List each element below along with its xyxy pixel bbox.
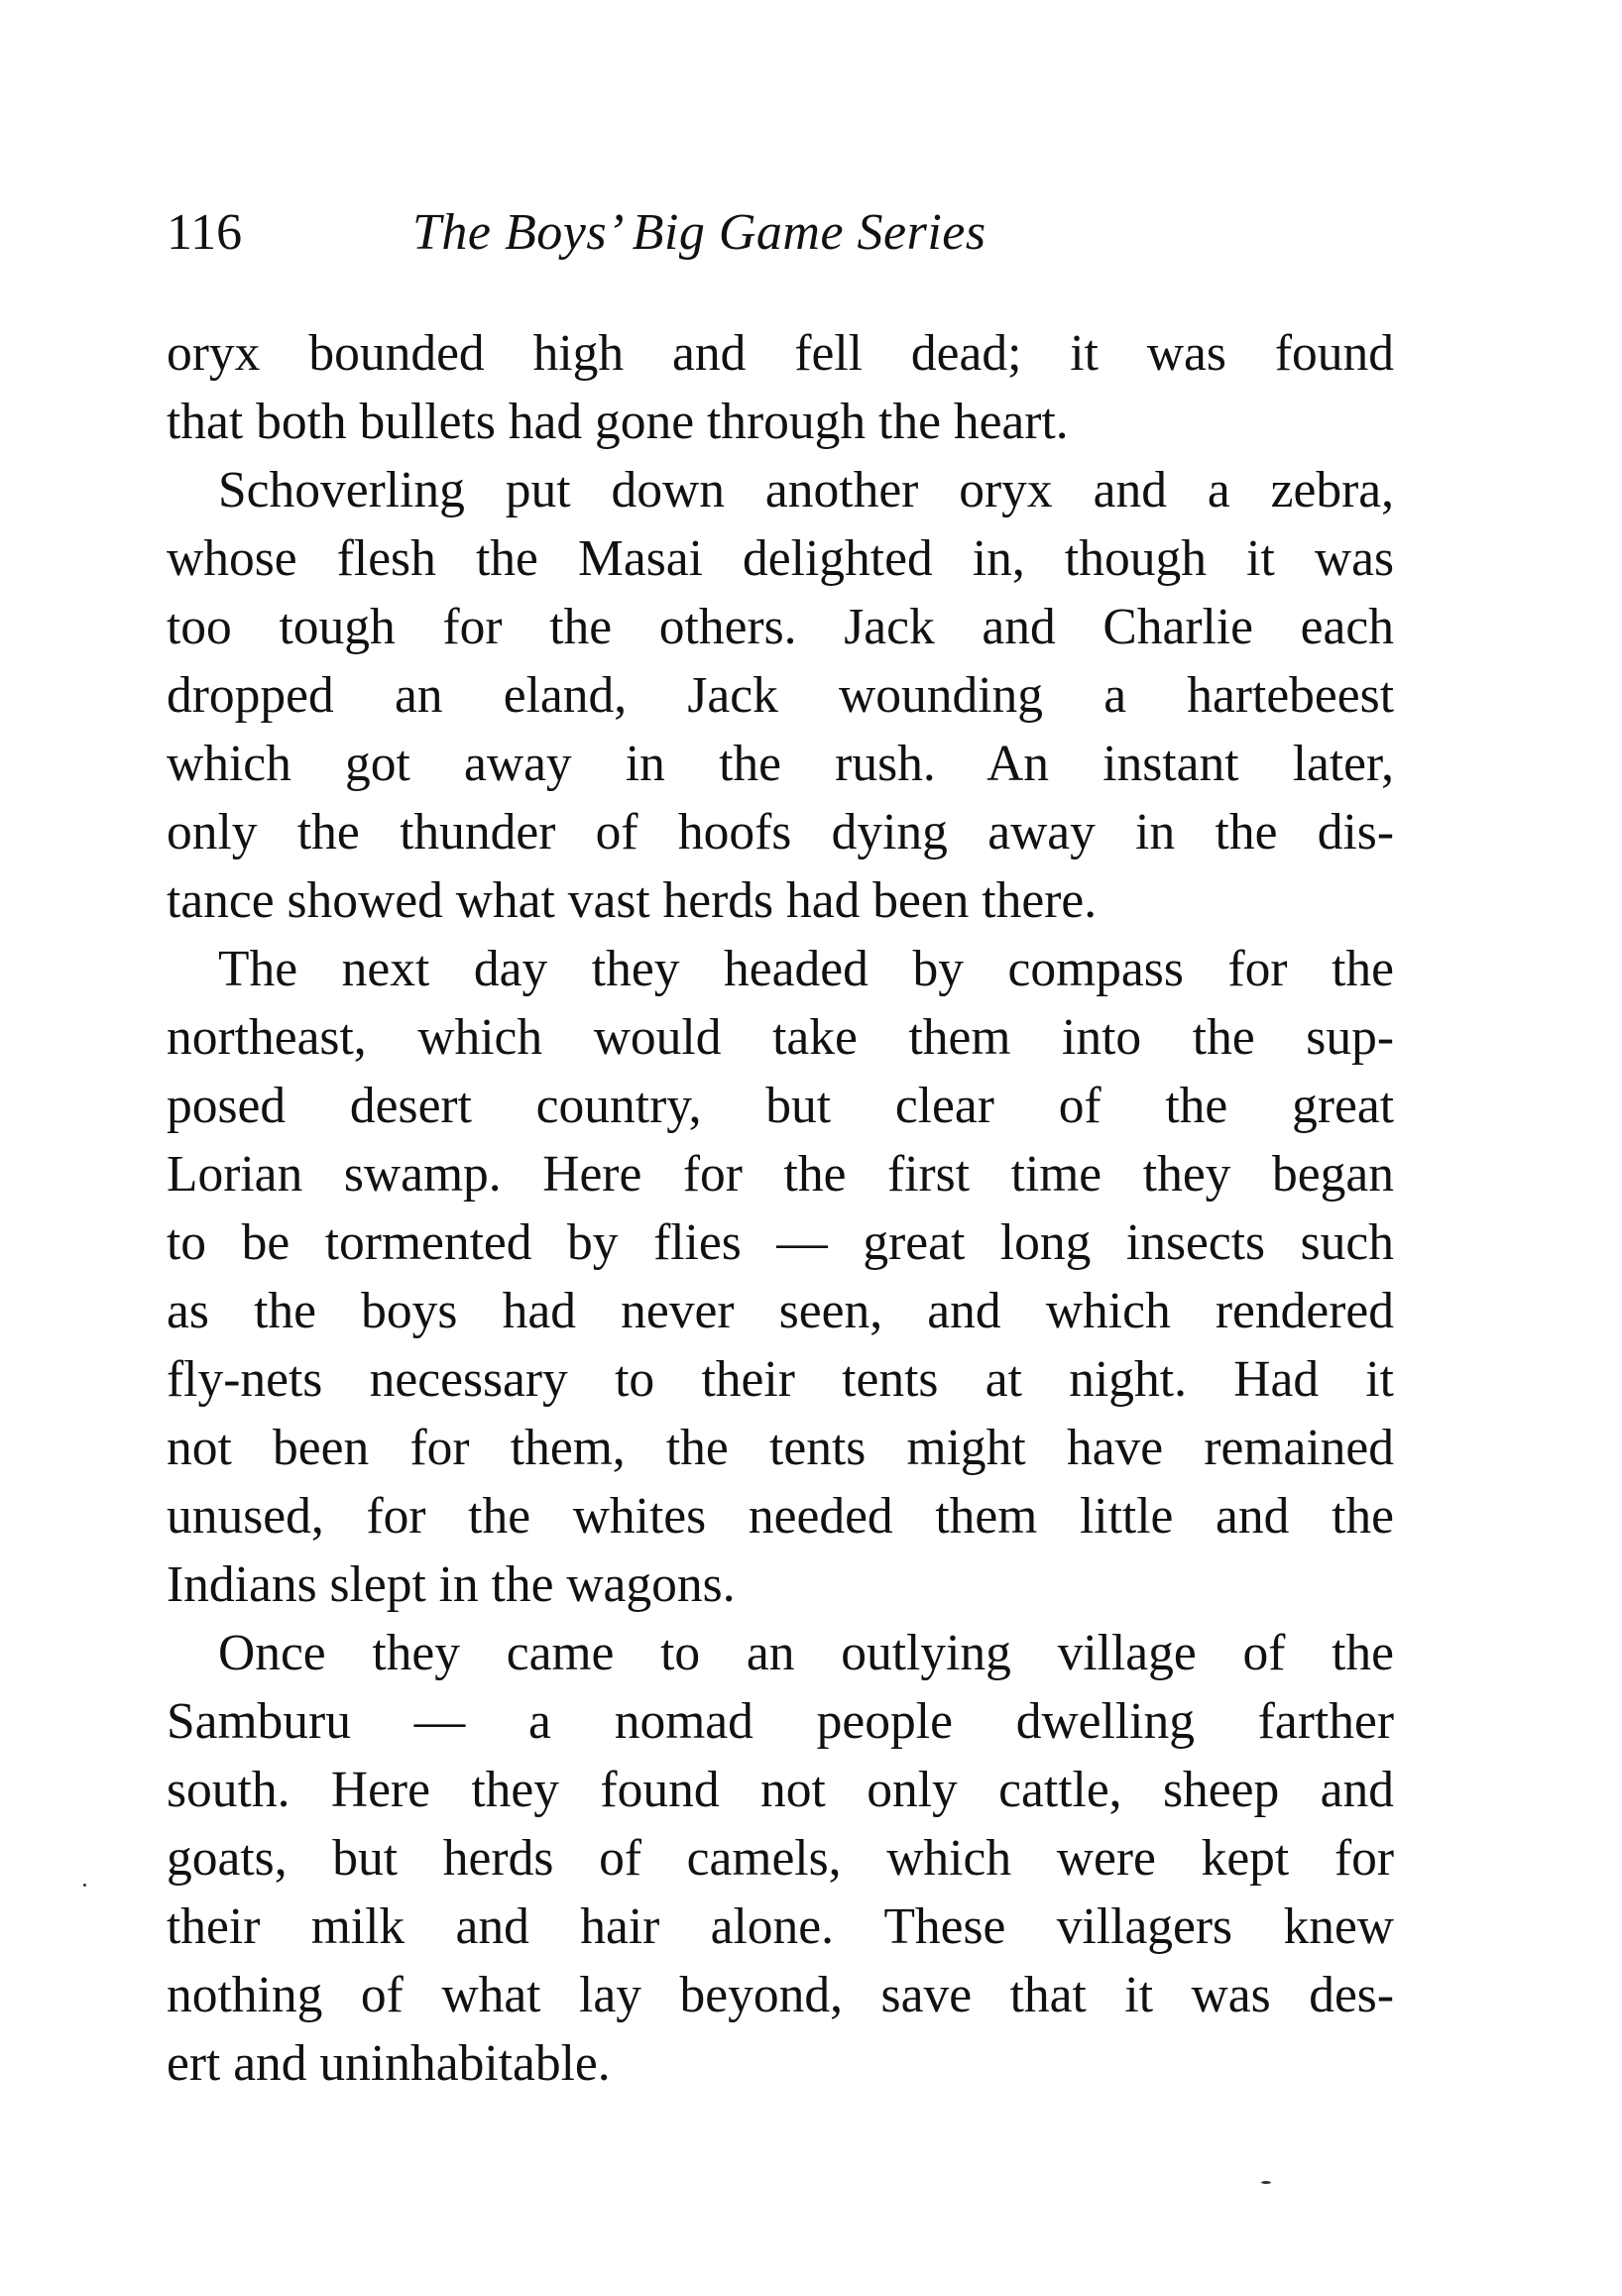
text-line: whose flesh the Masai delighted in, though it was [167, 530, 1394, 587]
text-line: Schoverling put down another oryx and a zebra, [218, 462, 1394, 518]
text-line: Lorian swamp. Here for the first time they began [167, 1146, 1394, 1203]
text-line: as the boys had never seen, and which rendered [167, 1283, 1394, 1339]
text-line: Indians slept in the wagons. [167, 1556, 736, 1613]
text-line: Samburu — a nomad people dwelling farther [167, 1693, 1394, 1750]
body-text [167, 319, 1394, 2098]
text-line: The next day they headed by compass for the [218, 941, 1394, 997]
text-line: too tough for the others. Jack and Charlie each [167, 599, 1394, 655]
text-line: ert and uninhabitable. [167, 2035, 611, 2092]
scan-speck [1261, 2181, 1271, 2184]
page-number: 116 [167, 204, 243, 261]
text-line: posed desert country, but clear of the great [167, 1078, 1394, 1134]
text-line: south. Here they found not only cattle, sheep and [167, 1762, 1394, 1818]
scan-speck [83, 1884, 86, 1887]
text-line: their milk and hair alone. These villagers knew [167, 1898, 1394, 1955]
text-line: goats, but herds of camels, which were kept for [167, 1830, 1394, 1887]
text-line: tance showed what vast herds had been there. [167, 872, 1098, 929]
text-line: northeast, which would take them into the sup- [167, 1009, 1394, 1066]
running-title: The Boys’ Big Game Series [412, 204, 986, 261]
text-line: that both bullets had gone through the heart. [167, 394, 1069, 450]
text-line: unused, for the whites needed them little and the [167, 1488, 1394, 1545]
text-line: Once they came to an outlying village of the [218, 1625, 1394, 1681]
text-line: not been for them, the tents might have remained [167, 1420, 1394, 1476]
text-line: dropped an eland, Jack wounding a hartebeest [167, 667, 1394, 724]
text-line: to be tormented by flies — great long insects such [167, 1214, 1394, 1271]
text-line: nothing of what lay beyond, save that it was des- [167, 1967, 1394, 2023]
text-line: only the thunder of hoofs dying away in the dis- [167, 804, 1394, 861]
text-line: which got away in the rush. An instant later, [167, 736, 1394, 792]
running-head [167, 198, 1396, 268]
text-line: fly-nets necessary to their tents at night. Had it [167, 1351, 1394, 1408]
text-line: oryx bounded high and fell dead; it was found [167, 325, 1394, 382]
